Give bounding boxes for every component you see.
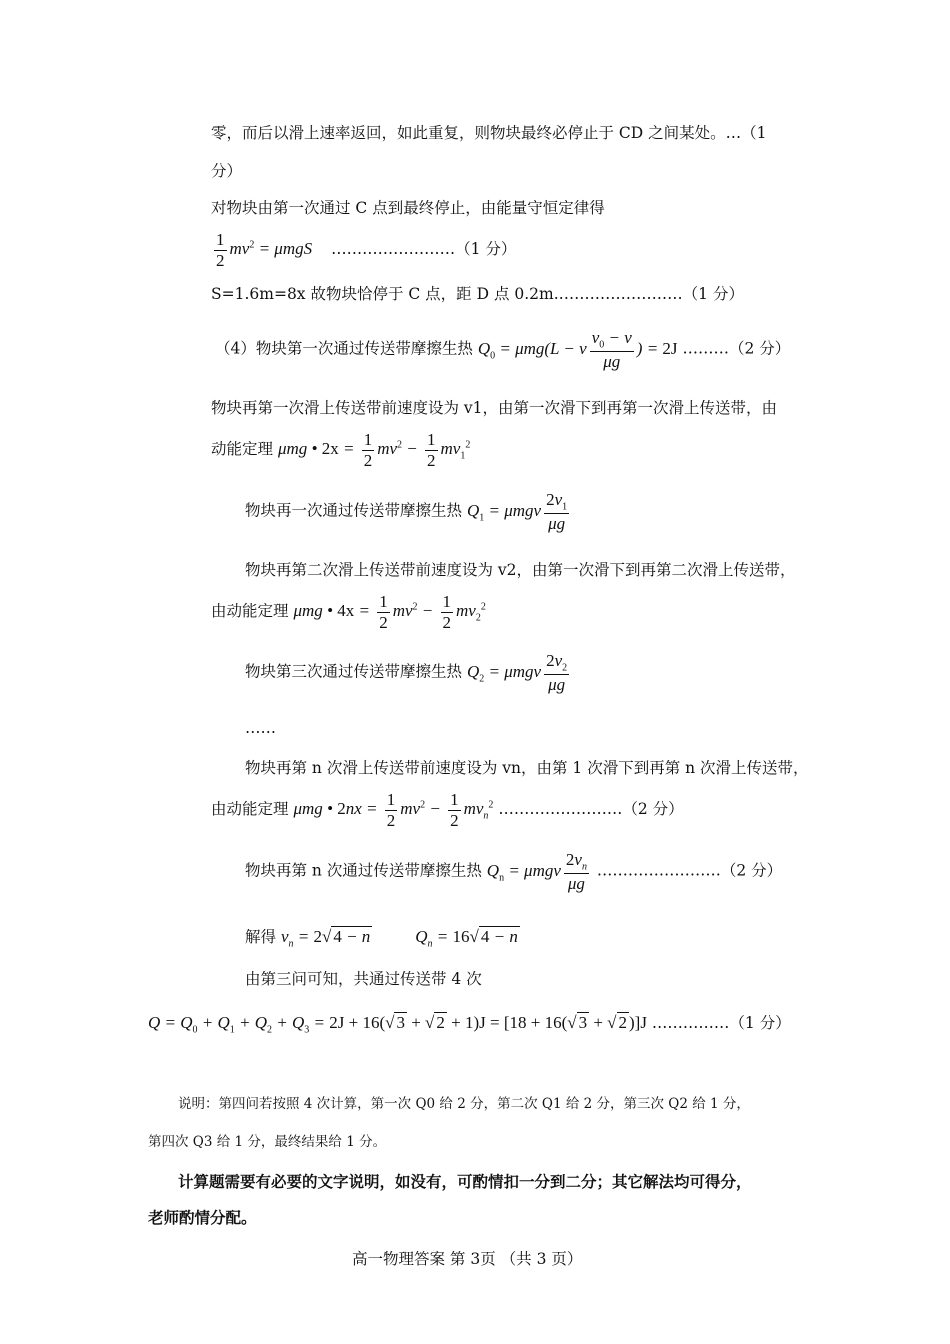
equation-solution: 解得 $v_n = 2√$ 4 − n $Q_n = 16√$ 4 − n bbox=[245, 927, 518, 950]
equation-kinetic-2: 由动能定理 μmg • 4x = $\frac{1}{2}$ $mv^2$ − $\frac{1}{2}$ $mv_2^2$ bbox=[211, 592, 486, 632]
equation-total: $Q = Q_0 + Q_1 + Q_2 + Q_3 = 2J + 16(√$ 3 + √ 2 + 1)J = [18 + 16(√ 3 + √ 2 )]J ……………（1 分） bbox=[148, 1013, 791, 1036]
text-line-7: 物块再第一次滑上传送带前速度设为 v1，由第一次滑下到再第一次滑上传送带，由 bbox=[211, 399, 778, 417]
bold-remark-1: 计算题需要有必要的文字说明，如没有，可酌情扣一分到二分；其它解法均可得分， bbox=[178, 1172, 752, 1191]
text-line-18: 由第三问可知，共通过传送带 4 次 bbox=[245, 970, 482, 988]
text-line-10: 物块再第二次滑上传送带前速度设为 v2，由第一次滑下到再第二次滑上传送带， bbox=[245, 561, 796, 579]
equation-q0: （4）物块第一次通过传送带摩擦生热 $Q_0 = \mu mg(L - v$ $\frac{v_0 - v}{\mu g}$ ) = 2J ………（2 分） bbox=[215, 328, 791, 371]
text-line-5: S=1.6m=8x 故物块恰停于 C 点，距 D 点 0.2m.……………………（1 分） bbox=[211, 285, 744, 303]
equation-qn: 物块再第 n 次通过传送带摩擦生热 $Q_n = \mu mgv$ $\frac{2v_n}{\mu g}$ ……………………（2 分） bbox=[245, 850, 783, 893]
bold-remark-2: 老师酌情分配。 bbox=[148, 1208, 257, 1227]
equation-energy: $\frac{1}{2}$ $mv^2 = \mu mgS$ ……………………（1 分） bbox=[216, 230, 517, 270]
equation-q2: 物块第三次通过传送带摩擦生热 $Q_2 = \mu mgv$ $\frac{2v_2}{\mu g}$ bbox=[245, 651, 568, 694]
text-line-1: 零，而后以滑上速率返回，如此重复，则物块最终必停止于 CD 之间某处。…（1 bbox=[211, 124, 767, 142]
equation-q1: 物块再一次通过传送带摩擦生热 $Q_1 = \mu mgv$ $\frac{2v_1}{\mu g}$ bbox=[245, 490, 568, 533]
note-line-2: 第四次 Q3 给 1 分，最终结果给 1 分。 bbox=[148, 1134, 387, 1150]
text-line-3: 对物块由第一次通过 C 点到最终停止，由能量守恒定律得 bbox=[211, 199, 605, 217]
ellipsis: …… bbox=[245, 719, 276, 737]
text-line-14: 物块再第 n 次滑上传送带前速度设为 vn，由第 1 次滑下到再第 n 次滑上传送带， bbox=[245, 759, 809, 777]
text-line-2: 分） bbox=[211, 162, 243, 180]
equation-kinetic-1: 动能定理 μmg • 2x = $\frac{1}{2}$ $mv^2$ − $\frac{1}{2}$ $mv_1^2$ bbox=[211, 430, 471, 470]
equation-kinetic-n: 由动能定理 μmg • 2nx = $\frac{1}{2}$ $mv^2$ − $\frac{1}{2}$ $mv_n^2$ ……………………（2 分） bbox=[211, 790, 684, 830]
note-line-1: 说明：第四问若按照 4 次计算，第一次 Q0 给 2 分，第二次 Q1 给 2 分，第三次 Q2 给 1 分， bbox=[178, 1096, 750, 1112]
page-footer: 高一物理答案 第 3页 （共 3 页） bbox=[352, 1250, 583, 1268]
